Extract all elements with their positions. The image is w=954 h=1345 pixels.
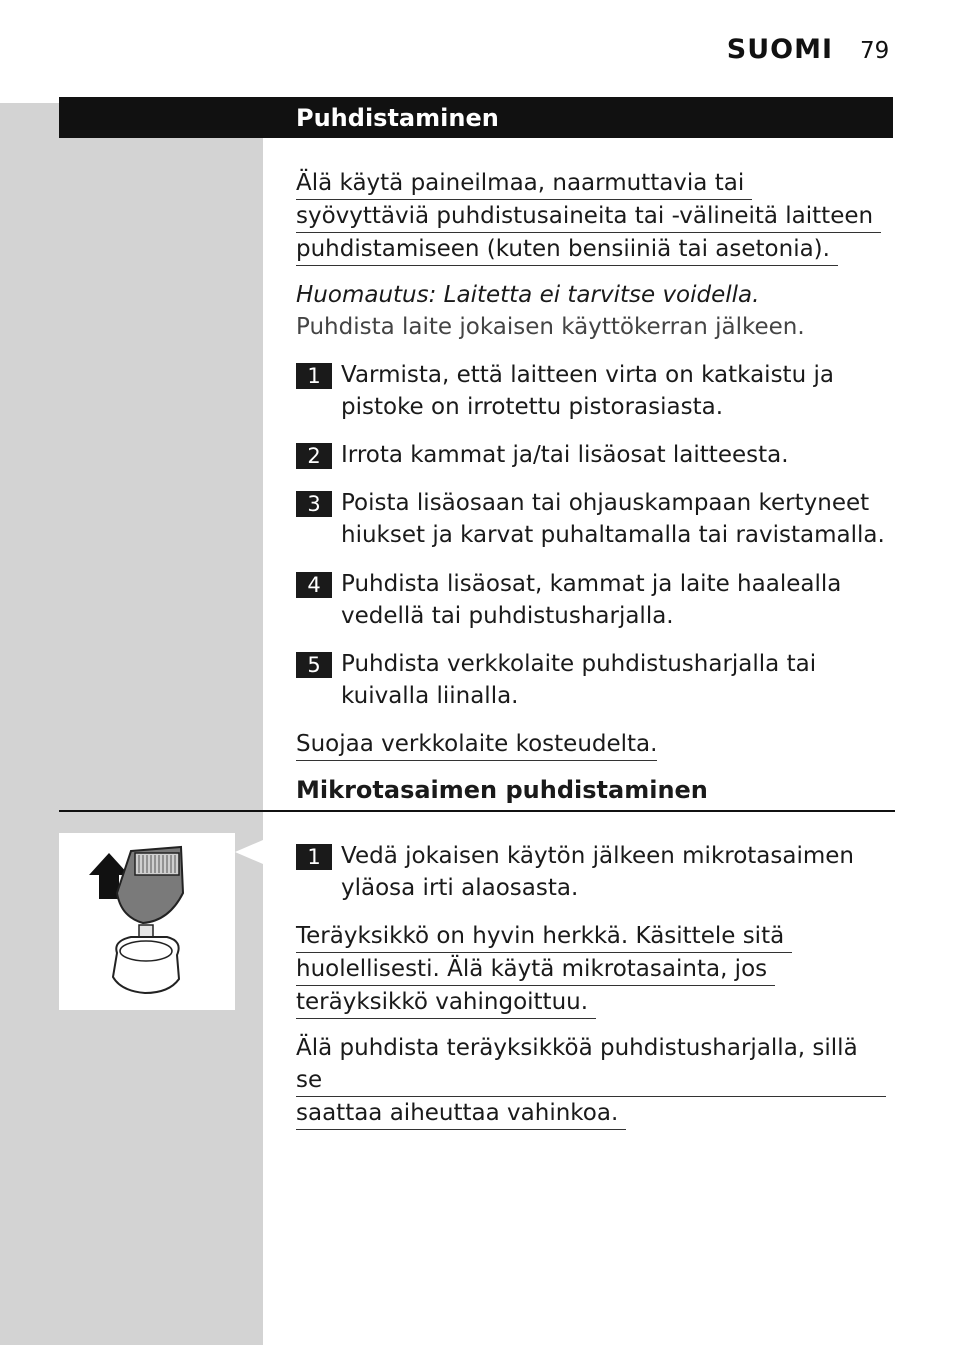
step-item: [296, 568, 886, 632]
warning-line: puhdistamiseen (kuten bensiiniä tai asetonia).: [296, 233, 838, 266]
callout-pointer: [235, 840, 263, 864]
step-number: 2: [296, 443, 332, 469]
step-number: 1: [296, 844, 332, 870]
warning-line: huolellisesti. Älä käytä mikrotasainta, jos: [296, 953, 775, 986]
step-text: Irrota kammat ja/tai lisäosat laitteesta.: [341, 442, 789, 468]
cleaning-warning: [296, 167, 886, 266]
step-text: Poista lisäosaan tai ohjauskampaan kertyneet hiukset ja karvat puhaltamalla tai ravistamalla.: [341, 490, 885, 548]
gray-sidebar: [0, 103, 263, 1345]
step-text: Vedä jokaisen käytön jälkeen mikrotasaimen yläosa irti alaosasta.: [341, 843, 854, 901]
step-number: 3: [296, 491, 332, 517]
trimmer-illustration: [59, 833, 235, 1010]
page-number: 79: [860, 38, 890, 64]
step-text: Puhdista lisäosat, kammat ja laite haalealla vedellä tai puhdistusharjalla.: [341, 571, 842, 629]
step-text: Varmista, että laitteen virta on katkaistu ja pistoke on irrotettu pistorasiasta.: [341, 362, 834, 420]
section-title: Puhdistaminen: [296, 104, 499, 132]
warning-line: syövyttäviä puhdistusaineita tai -välineitä laitteen: [296, 200, 881, 233]
trimmer-image-icon: [59, 833, 235, 1010]
step-item: [296, 840, 886, 904]
step-item: [296, 359, 886, 423]
step-number: 4: [296, 572, 332, 598]
lubrication-note: [296, 279, 886, 343]
note-italic: Huomautus: Laitetta ei tarvitse voidella.: [296, 282, 760, 308]
warning-line: saattaa aiheuttaa vahinkoa.: [296, 1097, 626, 1130]
section-header-bar: [59, 97, 893, 138]
brush-warning: [296, 1032, 886, 1130]
section-divider: [59, 810, 895, 812]
step-number: 5: [296, 652, 332, 678]
warning-line: Teräyksikkö on hyvin herkkä. Käsittele sitä: [296, 920, 792, 953]
step-number: 1: [296, 363, 332, 389]
moisture-caution: [296, 728, 886, 761]
language-label: SUOMI: [726, 34, 833, 65]
step-text: Puhdista verkkolaite puhdistusharjalla tai kuivalla liinalla.: [341, 651, 817, 709]
warning-line: teräyksikkö vahingoittuu.: [296, 986, 596, 1019]
subsection-title: Mikrotasaimen puhdistaminen: [296, 776, 708, 804]
caution-text: Suojaa verkkolaite kosteudelta.: [296, 728, 657, 761]
warning-line: Älä puhdista teräyksikköä puhdistusharjalla, sillä se: [296, 1032, 886, 1097]
step-item: [296, 487, 886, 551]
blade-warning: [296, 920, 886, 1019]
step-item: [296, 648, 886, 712]
note-text: Puhdista laite jokaisen käyttökerran jälkeen.: [296, 314, 805, 340]
step-item: [296, 439, 886, 471]
warning-line: Älä käytä paineilmaa, naarmuttavia tai: [296, 167, 752, 200]
